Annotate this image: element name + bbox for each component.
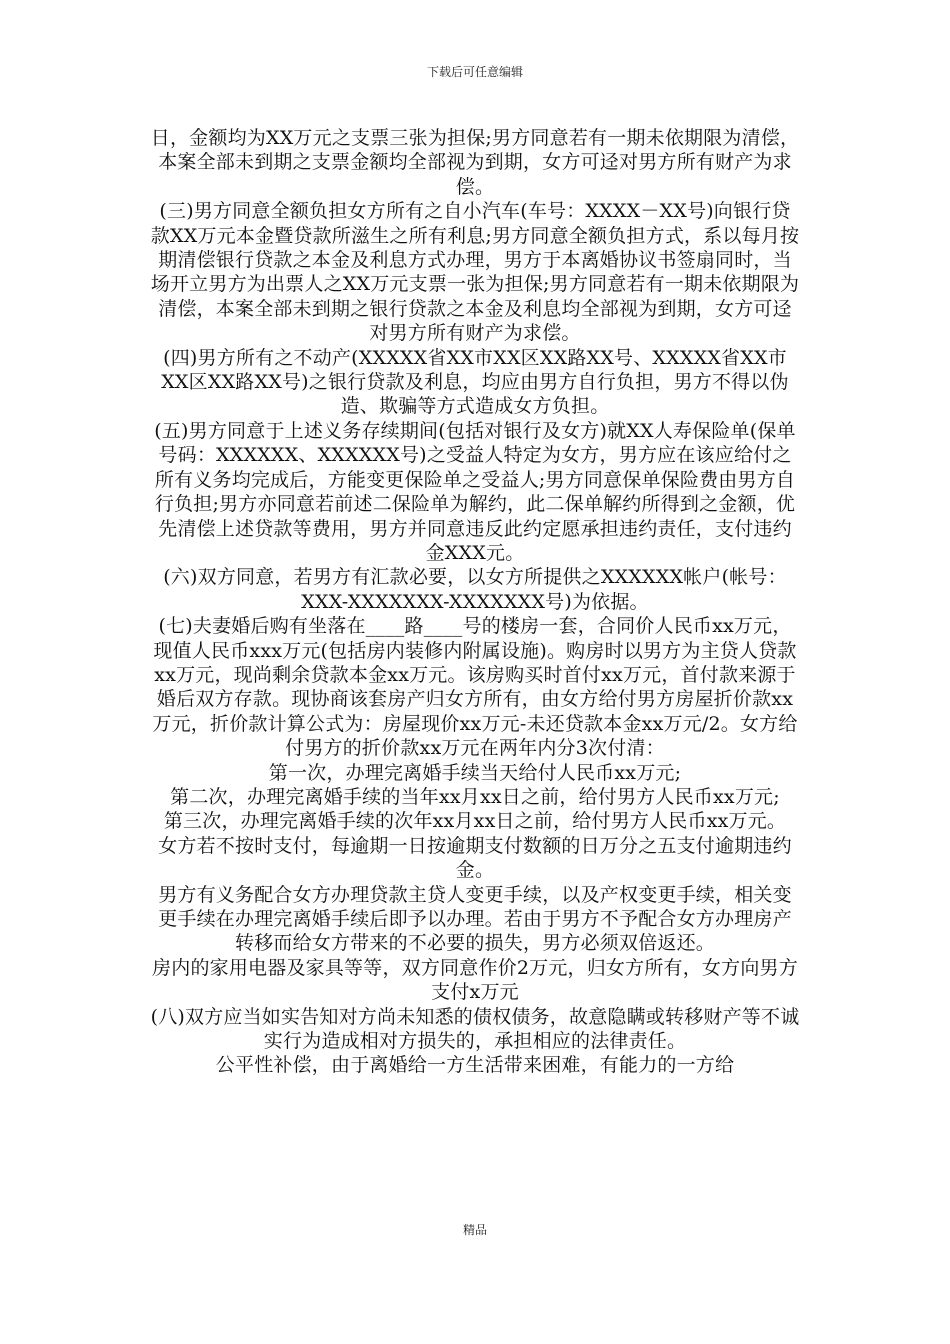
paragraph-compensation: 公平性补偿，由于离婚给一方生活带来困难，有能力的一方给 — [215, 1054, 735, 1077]
page-header: 下载后可任意编辑 — [426, 65, 523, 79]
paragraph-clause-3: (三)男方同意全额负担女方所有之自小汽车(车号：XXXX－XX号)向银行贷款XX万元本金暨贷款所滋生之所有利息;男方同意全额负担方式，系以每月按期清偿银行贷款之本金及利息方式办理，男方于本离婚协议书签扇同时，当场开立男方为出票人之XX万元支票一张为担保;男方同意若有一期未依期限为清偿，本案全部未到期之银行贷款之本金及利息均全部视为到期，女方可迳对男方所有财产为求偿。 — [150, 200, 800, 345]
paragraph-clause-7: (七)夫妻婚后购有坐落在____路____号的楼房一套，合同价人民币xx万元，现值人民币xxx万元(包括房内装修内附属设施)。购房时以男方为主贷人贷款xx万元，现尚剩余贷款本金xx万元。该房购买时首付xx万元，首付款来源于婚后双方存款。现协商该套房产归女方所有，由女方给付男方房屋折价款xx万元，折价款计算公式为：房屋现价xx万元-未还贷款本金xx万元/2。女方给付男方的折价款xx万元在两年内分3次付清： — [152, 615, 798, 760]
paragraph-appliances: 房内的家用电器及家具等等，双方同意作价2万元，归女方所有，女方向男方支付x万元 — [152, 956, 798, 1004]
paragraph-continuation: 日，金额均为XX万元之支票三张为担保;男方同意若有一期未依期限为清偿，本案全部未到期之支票金额均全部视为到期，女方可迳对男方所有财产为求偿。 — [150, 127, 800, 198]
page-footer: 精品 — [462, 1223, 487, 1237]
paragraph-payment-2: 第二次，办理完离婚手续的当年xx月xx日之前，给付男方人民币xx万元; — [170, 785, 780, 808]
paragraph-loan-transfer: 男方有义务配合女方办理贷款主贷人变更手续，以及产权变更手续，相关变更手续在办理完离婚手续后即予以办理。若由于男方不予配合女方办理房产转移而给女方带来的不必要的损失，男方必须双倍返还。 — [158, 883, 792, 955]
paragraph-clause-5: (五)男方同意于上述义务存续期间(包括对银行及女方)就XX人寿保险单(保单号码：XXXXXX、XXXXXX号)之受益人特定为女方，男方应在该应给付之所有义务均完成后，方能变更保险单之受益人;男方同意保单保险费由男方自行负担;男方亦同意若前述二保险单为解约，此二保单解约所得到之金额，优先清偿上述贷款等费用，男方并同意违反此约定愿承担违约责任，支付违约金XXX元。 — [154, 419, 796, 564]
paragraph-clause-6: (六)双方同意，若男方有汇款必要，以女方所提供之XXXXXX帐户(帐号：XXX-XXXXXXX-XXXXXXX号)为依据。 — [163, 566, 787, 613]
paragraph-payment-3: 第三次，办理完离婚手续的次年xx月xx日之前，给付男方人民币xx万元。 — [163, 810, 787, 833]
document-body — [150, 126, 800, 1078]
paragraph-clause-8: (八)双方应当如实告知对方尚未知悉的债权债务，故意隐瞒或转移财产等不诚实行为造成相对方损失的，承担相应的法律责任。 — [150, 1005, 800, 1053]
paragraph-clause-4: (四)男方所有之不动产(XXXXX省XX市XX区XX路XX号、XXXXX省XX市XX区XX路XX号)之银行贷款及利息，均应由男方自行负担，男方不得以伪造、欺骗等方式造成女方负担。 — [161, 346, 789, 418]
paragraph-late-penalty: 女方若不按时支付，每逾期一日按逾期支付数额的日万分之五支付逾期违约金。 — [158, 834, 792, 882]
paragraph-payment-1: 第一次，办理完离婚手续当天给付人民币xx万元; — [268, 761, 682, 784]
